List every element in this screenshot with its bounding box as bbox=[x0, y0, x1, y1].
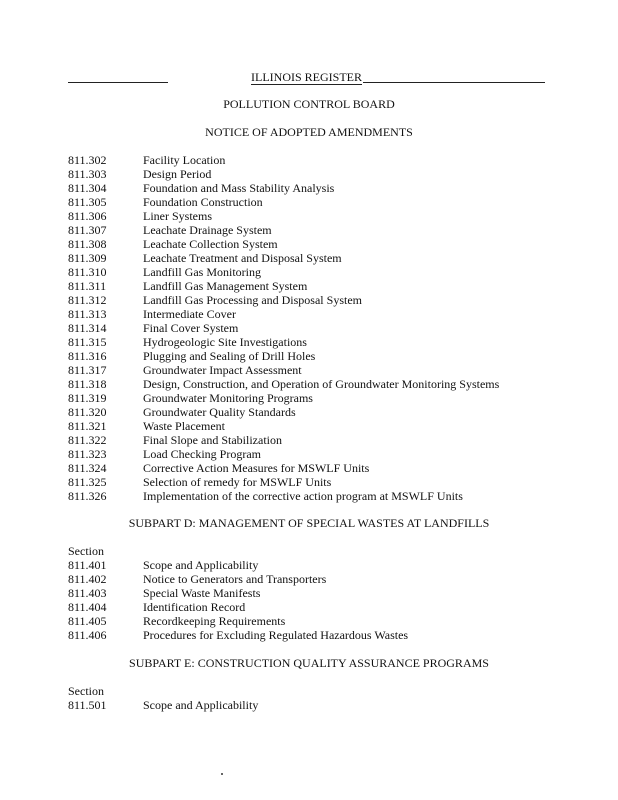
subpart-d-heading: SUBPART D: MANAGEMENT OF SPECIAL WASTES AT LANDFILLS bbox=[128, 516, 490, 530]
section-row bbox=[68, 293, 499, 307]
section-title: Landfill Gas Management System bbox=[143, 279, 308, 293]
section-title: Load Checking Program bbox=[143, 447, 261, 461]
register-header bbox=[68, 70, 545, 84]
section-number: 811.312 bbox=[68, 293, 107, 307]
section-row bbox=[68, 167, 499, 181]
section-number: 811.404 bbox=[68, 600, 107, 614]
section-title: Groundwater Impact Assessment bbox=[143, 363, 302, 377]
section-number: 811.302 bbox=[68, 153, 107, 167]
section-row bbox=[68, 419, 499, 433]
section-title: Implementation of the corrective action program at MSWLF Units bbox=[143, 489, 463, 503]
section-number: 811.321 bbox=[68, 419, 107, 433]
section-title: Liner Systems bbox=[143, 209, 212, 223]
section-number: 811.314 bbox=[68, 321, 107, 335]
section-row bbox=[68, 558, 408, 572]
section-title: Recordkeeping Requirements bbox=[143, 614, 286, 628]
section-title: Special Waste Manifests bbox=[143, 586, 261, 600]
section-title: Selection of remedy for MSWLF Units bbox=[143, 475, 332, 489]
section-row bbox=[68, 391, 499, 405]
subpart-d-section-list bbox=[68, 558, 408, 642]
section-title: Facility Location bbox=[143, 153, 226, 167]
section-number: 811.402 bbox=[68, 572, 107, 586]
section-row bbox=[68, 377, 499, 391]
section-number: 811.311 bbox=[68, 279, 107, 293]
section-number: 811.310 bbox=[68, 265, 107, 279]
section-number: 811.403 bbox=[68, 586, 107, 600]
section-number: 811.318 bbox=[68, 377, 107, 391]
section-title: Final Slope and Stabilization bbox=[143, 433, 282, 447]
section-row bbox=[68, 614, 408, 628]
section-number: 811.326 bbox=[68, 489, 107, 503]
subpart-d-section-label: Section bbox=[68, 544, 104, 558]
section-number: 811.306 bbox=[68, 209, 107, 223]
section-title: Intermediate Cover bbox=[143, 307, 236, 321]
section-number: 811.317 bbox=[68, 363, 107, 377]
subpart-e-heading: SUBPART E: CONSTRUCTION QUALITY ASSURANCE PROGRAMS bbox=[129, 656, 489, 670]
register-title: ILLINOIS REGISTER bbox=[251, 70, 362, 84]
section-row bbox=[68, 153, 499, 167]
section-number: 811.406 bbox=[68, 628, 107, 642]
section-number: 811.325 bbox=[68, 475, 107, 489]
section-row bbox=[68, 628, 408, 642]
section-number: 811.313 bbox=[68, 307, 107, 321]
subpart-c-section-list bbox=[68, 153, 499, 503]
section-number: 811.320 bbox=[68, 405, 107, 419]
section-row bbox=[68, 363, 499, 377]
section-number: 811.305 bbox=[68, 195, 107, 209]
section-number: 811.501 bbox=[68, 698, 107, 712]
section-row bbox=[68, 335, 499, 349]
section-number: 811.315 bbox=[68, 335, 107, 349]
section-title: Scope and Applicability bbox=[143, 698, 259, 712]
section-title: Groundwater Quality Standards bbox=[143, 405, 296, 419]
section-row bbox=[68, 586, 408, 600]
section-title: Identification Record bbox=[143, 600, 246, 614]
section-title: Groundwater Monitoring Programs bbox=[143, 391, 313, 405]
section-row bbox=[68, 461, 499, 475]
section-title: Final Cover System bbox=[143, 321, 239, 335]
section-row bbox=[68, 223, 499, 237]
section-number: 811.309 bbox=[68, 251, 107, 265]
subpart-e-section-list bbox=[68, 698, 258, 712]
section-number: 811.323 bbox=[68, 447, 107, 461]
section-row bbox=[68, 600, 408, 614]
section-title: Plugging and Sealing of Drill Holes bbox=[143, 349, 316, 363]
section-row bbox=[68, 237, 499, 251]
section-row bbox=[68, 433, 499, 447]
section-row bbox=[68, 307, 499, 321]
section-row bbox=[68, 349, 499, 363]
section-row bbox=[68, 321, 499, 335]
section-number: 811.316 bbox=[68, 349, 107, 363]
section-row bbox=[68, 195, 499, 209]
section-title: Landfill Gas Monitoring bbox=[143, 265, 261, 279]
section-title: Leachate Collection System bbox=[143, 237, 278, 251]
section-title: Design, Construction, and Operation of Groundwater Monitoring Systems bbox=[143, 377, 500, 391]
section-number: 811.303 bbox=[68, 167, 107, 181]
section-title: Leachate Treatment and Disposal System bbox=[143, 251, 342, 265]
section-number: 811.307 bbox=[68, 223, 107, 237]
section-row bbox=[68, 405, 499, 419]
section-row bbox=[68, 698, 258, 712]
section-number: 811.319 bbox=[68, 391, 107, 405]
section-title: Notice to Generators and Transporters bbox=[143, 572, 327, 586]
section-title: Foundation Construction bbox=[143, 195, 263, 209]
section-row bbox=[68, 279, 499, 293]
section-title: Hydrogeologic Site Investigations bbox=[143, 335, 307, 349]
section-number: 811.322 bbox=[68, 433, 107, 447]
section-number: 811.401 bbox=[68, 558, 107, 572]
section-row bbox=[68, 209, 499, 223]
section-number: 811.405 bbox=[68, 614, 107, 628]
section-row bbox=[68, 447, 499, 461]
section-title: Corrective Action Measures for MSWLF Units bbox=[143, 461, 370, 475]
section-title: Waste Placement bbox=[143, 419, 226, 433]
section-row bbox=[68, 489, 499, 503]
section-row bbox=[68, 265, 499, 279]
header-rule-right bbox=[363, 82, 545, 83]
section-title: Procedures for Excluding Regulated Hazardous Wastes bbox=[143, 628, 409, 642]
section-title: Landfill Gas Processing and Disposal System bbox=[143, 293, 362, 307]
section-row bbox=[68, 251, 499, 265]
section-title: Scope and Applicability bbox=[143, 558, 259, 572]
section-title: Foundation and Mass Stability Analysis bbox=[143, 181, 335, 195]
section-number: 811.324 bbox=[68, 461, 107, 475]
section-number: 811.304 bbox=[68, 181, 107, 195]
section-number: 811.308 bbox=[68, 237, 107, 251]
subpart-e-section-label: Section bbox=[68, 684, 104, 698]
section-title: Design Period bbox=[143, 167, 212, 181]
notice-title: NOTICE OF ADOPTED AMENDMENTS bbox=[205, 125, 413, 139]
board-name: POLLUTION CONTROL BOARD bbox=[223, 97, 395, 111]
section-row bbox=[68, 475, 499, 489]
section-title: Leachate Drainage System bbox=[143, 223, 272, 237]
page-mark bbox=[221, 773, 223, 775]
section-row bbox=[68, 572, 408, 586]
section-row bbox=[68, 181, 499, 195]
